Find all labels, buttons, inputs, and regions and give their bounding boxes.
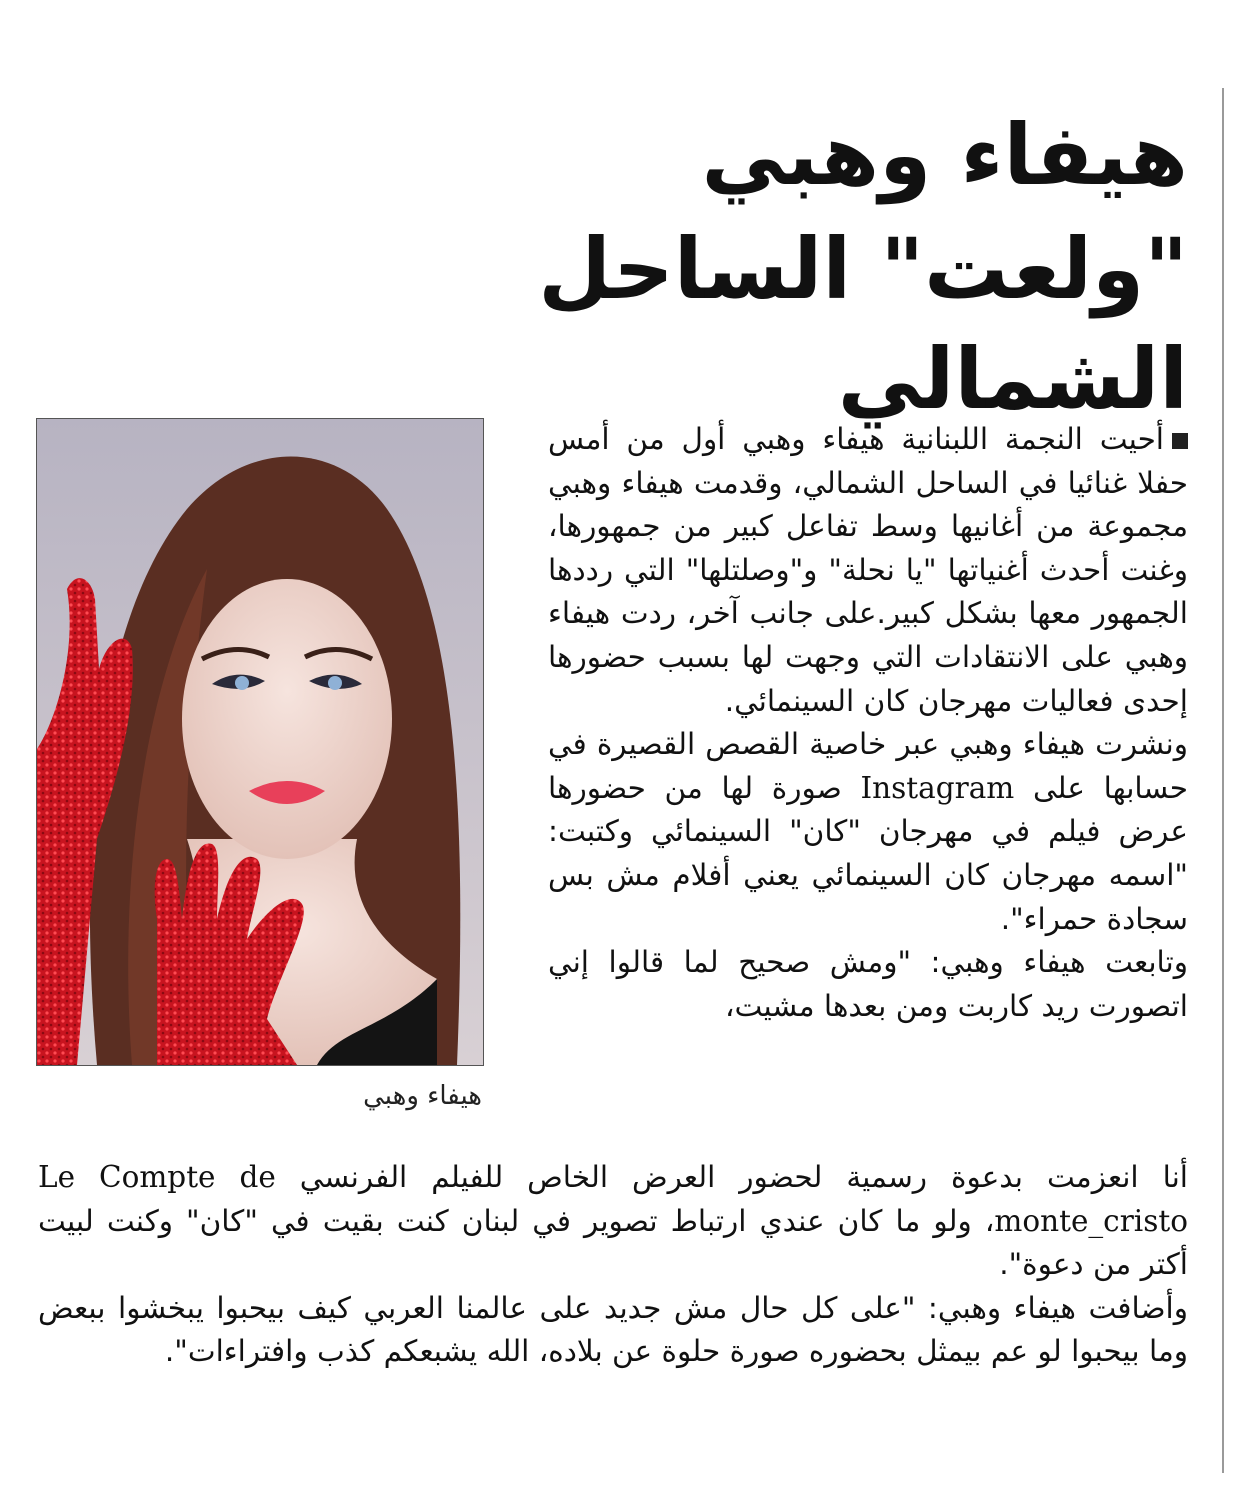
paragraph-4 [38, 1287, 1188, 1374]
paragraph-1 [548, 418, 1188, 723]
paragraph-2-text-b: صورة لها من حضورها عرض فيلم في مهرجان "كان" السينمائي وكتبت: "اسمه مهرجان كان السينمائي يعني أفلام مش بس سجادة حمراء". [548, 770, 1188, 936]
headline-line-2: "ولعت" الساحل الشمالي [538, 220, 1188, 428]
article-body-full-width [38, 1156, 1188, 1374]
photo-caption: هيفاء وهبي [363, 1081, 482, 1111]
article-body-column [548, 418, 1188, 1028]
article-headline [288, 100, 1188, 434]
bullet-square-icon [1172, 433, 1188, 449]
instagram-text: Instagram [860, 770, 1015, 805]
film-title-text: Le Compte de monte_cristo [38, 1160, 1188, 1238]
paragraph-4-text: وأضافت هيفاء وهبي: "على كل حال مش جديد على عالمنا العربي كيف بيحبوا يبخشوا ببعض وما بيحبوا لو عم بيمثل بحضوره صورة حلوة عن بلاده، الله يشبعكم كذب وافتراءات". [38, 1290, 1188, 1369]
paragraph-3-text-b: أنا انعزمت بدعوة رسمية لحضور العرض الخاص للفيلم الفرنسي [299, 1160, 1188, 1194]
paragraph-3b [38, 1156, 1188, 1287]
paragraph-1-text: أحيت النجمة اللبنانية هيفاء وهبي أول من أمس حفلا غنائيا في الساحل الشمالي، وقدمت هيفاء وهبي مجموعة من أغانيها وسط تفاعل كبير من جمهورها، وغنت أحدث أغنياتها "يا نحلة" و"وصلتلها" التي رددها الجمهور معها بشكل كبير.على جانب آخر، ردت هيفاء وهبي على الانتقادات التي وجهت لها بسبب حضورها إحدى فعاليات مهرجان كان السينمائي. [548, 422, 1188, 718]
paragraph-2 [548, 723, 1188, 941]
column-rule [1222, 88, 1224, 1473]
portrait-illustration [37, 419, 483, 1065]
headline-line-1: هيفاء وهبي [701, 106, 1188, 204]
paragraph-3-text-c: ، ولو ما كان عندي ارتباط تصوير في لبنان كنت بقيت في "كان" وكنت لبيت أكتر من دعوة". [38, 1203, 1188, 1282]
paragraph-2-text-a: ونشرت هيفاء وهبي عبر خاصية القصص القصيرة في حسابها على [548, 727, 1188, 805]
paragraph-3a [548, 941, 1188, 1028]
face-shape [182, 579, 392, 859]
article-photo [36, 418, 484, 1066]
paragraph-3-text-a: وتابعت هيفاء وهبي: "ومش صحيح لما قالوا إني اتصورت ريد كاربت ومن بعدها مشيت، [548, 945, 1188, 1023]
